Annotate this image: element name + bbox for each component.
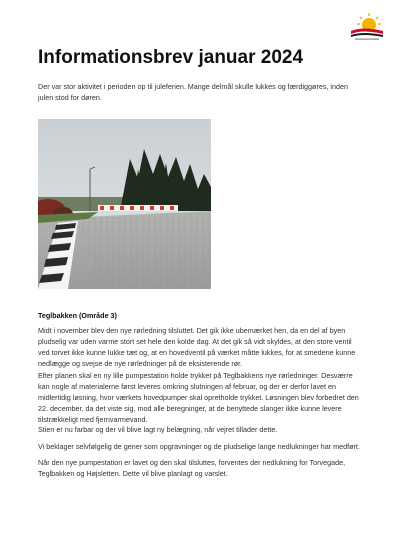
paragraph: Midt i november blev den nye rørledning tilsluttet. Det gik ikke ubemærket hen, da en del af byen pludselig var uden varme stort set hele den kolde dag. At det gik så vidt skyldes, at den store ventil ved torvet ikke kunne lukke tæt og, at en hovedventil på værket måtte lukkes, for at smedene kunne nedlægge og svejse de nye rørledninger på de eksisterende rør. [38, 326, 356, 368]
site-photo [38, 119, 211, 289]
paragraph: Vi beklager selvfølgelig de gener som opgravninger og de pludselige lange nedlukninger har medført. [38, 442, 360, 451]
section-heading: Teglbakken (Område 3) [38, 311, 117, 320]
paragraph: Stien er nu farbar og der vil blive lagt ny belægning, når vejret tillader dette. [38, 425, 278, 434]
intro-paragraph: Der var stor aktivitet i perioden op til juleferien. Mange delmål skulle lukkes og færdiggøres, inden julen stod for døren. [38, 82, 349, 102]
paragraph: Efter planen skal en ny lille pumpestation holde trykket på Teglbakkens nye rørledninger. Desværre kan nogle af materialerne først leveres omkring slutningen af februar, og der er derfor lavet en midlertidig løsning, hvor værkets hovedpumper skal opretholde trykket. Løsningen blev forbedret den 22. december, da det viste sig, mod alle beregninger, at de benyttede slanger ikke kunne levere tilstrækkeligt med fjernvarmevand. [38, 371, 359, 424]
page-title: Informationsbrev januar 2024 [38, 47, 304, 68]
company-logo [349, 12, 385, 42]
paragraph: Når den nye pumpestation er lavet og den skal tilsluttes, forventes der nedlukning for Torvegade, Teglbakken og Højsletten. Dette vil blive planlagt og varslet. [38, 458, 346, 478]
